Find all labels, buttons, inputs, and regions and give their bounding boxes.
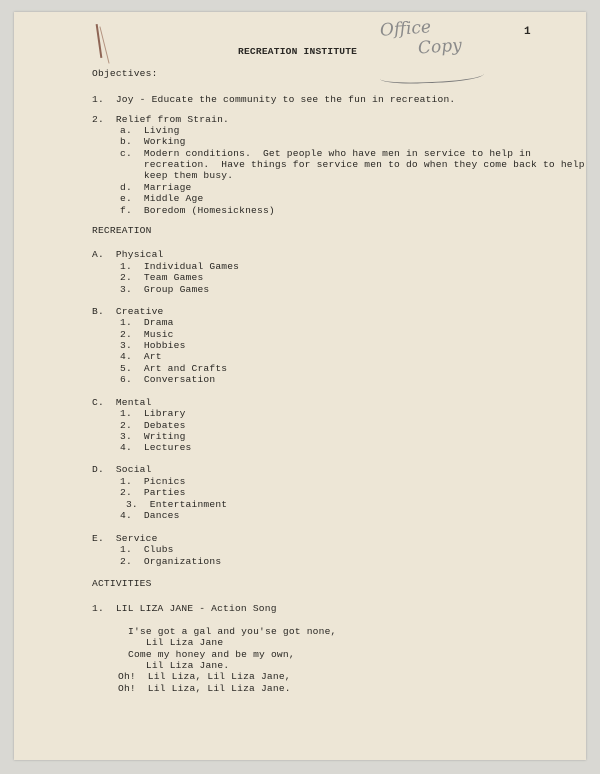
song-line: Lil Liza Jane.: [128, 660, 230, 671]
section-heading: C. Mental: [92, 397, 152, 408]
objectives-heading: Objectives:: [92, 68, 158, 79]
list-item: 4. Dances: [120, 510, 180, 521]
list-item: 2. Team Games: [120, 272, 204, 283]
list-item: 4. Lectures: [120, 442, 192, 453]
section-heading: D. Social: [92, 464, 152, 475]
list-item: 6. Conversation: [120, 374, 216, 385]
song-line: I'se got a gal and you'se got none,: [128, 626, 337, 637]
song-line: Lil Liza Jane: [128, 637, 224, 648]
objective-item: 1. Joy - Educate the community to see the fun in recreation.: [92, 94, 456, 105]
page-number: 1: [524, 26, 531, 38]
list-item: 3. Entertainment: [120, 499, 228, 510]
list-item: 1. Clubs: [120, 544, 174, 555]
song-line: Come my honey and be my own,: [128, 649, 295, 660]
objective-subitem: keep them busy.: [120, 170, 234, 181]
list-item: 1. Individual Games: [120, 261, 240, 272]
list-item: 1. Library: [120, 408, 186, 419]
activity-item: 1. LIL LIZA JANE - Action Song: [92, 603, 277, 614]
handwritten-note-copy: Copy: [417, 35, 463, 59]
song-line: Oh! Lil Liza, Lil Liza Jane.: [118, 683, 291, 694]
objective-item: 2. Relief from Strain.: [92, 114, 230, 125]
list-item: 2. Organizations: [120, 556, 222, 567]
list-item: 3. Group Games: [120, 284, 210, 295]
objective-subitem: d. Marriage: [120, 182, 192, 193]
objective-subitem: a. Living: [120, 125, 180, 136]
objective-subitem: c. Modern conditions. Get people who have men in service to help in: [120, 148, 532, 159]
objective-subitem: b. Working: [120, 136, 186, 147]
list-item: 3. Hobbies: [120, 340, 186, 351]
activities-heading: ACTIVITIES: [92, 578, 152, 589]
section-heading: A. Physical: [92, 249, 164, 260]
objective-subitem: f. Boredom (Homesickness): [120, 205, 275, 216]
handwritten-note-office: Office: [379, 17, 432, 41]
list-item: 1. Drama: [120, 317, 174, 328]
objective-subitem: e. Middle Age: [120, 193, 204, 204]
list-item: 1. Picnics: [120, 476, 186, 487]
section-heading: E. Service: [92, 533, 158, 544]
list-item: 4. Art: [120, 351, 162, 362]
list-item: 2. Debates: [120, 420, 186, 431]
recreation-heading: RECREATION: [92, 225, 152, 236]
handwritten-underline: [380, 66, 484, 85]
document-title: RECREATION INSTITUTE: [238, 46, 358, 57]
objective-subitem: recreation. Have things for service men to do when they come back to help: [120, 159, 585, 170]
paper-mark: [99, 26, 109, 63]
list-item: 2. Parties: [120, 487, 186, 498]
document-page: [14, 12, 586, 760]
list-item: 3. Writing: [120, 431, 186, 442]
song-line: Oh! Lil Liza, Lil Liza Jane,: [118, 671, 291, 682]
paper-mark: [96, 24, 103, 58]
list-item: 5. Art and Crafts: [120, 363, 228, 374]
section-heading: B. Creative: [92, 306, 164, 317]
list-item: 2. Music: [120, 329, 174, 340]
